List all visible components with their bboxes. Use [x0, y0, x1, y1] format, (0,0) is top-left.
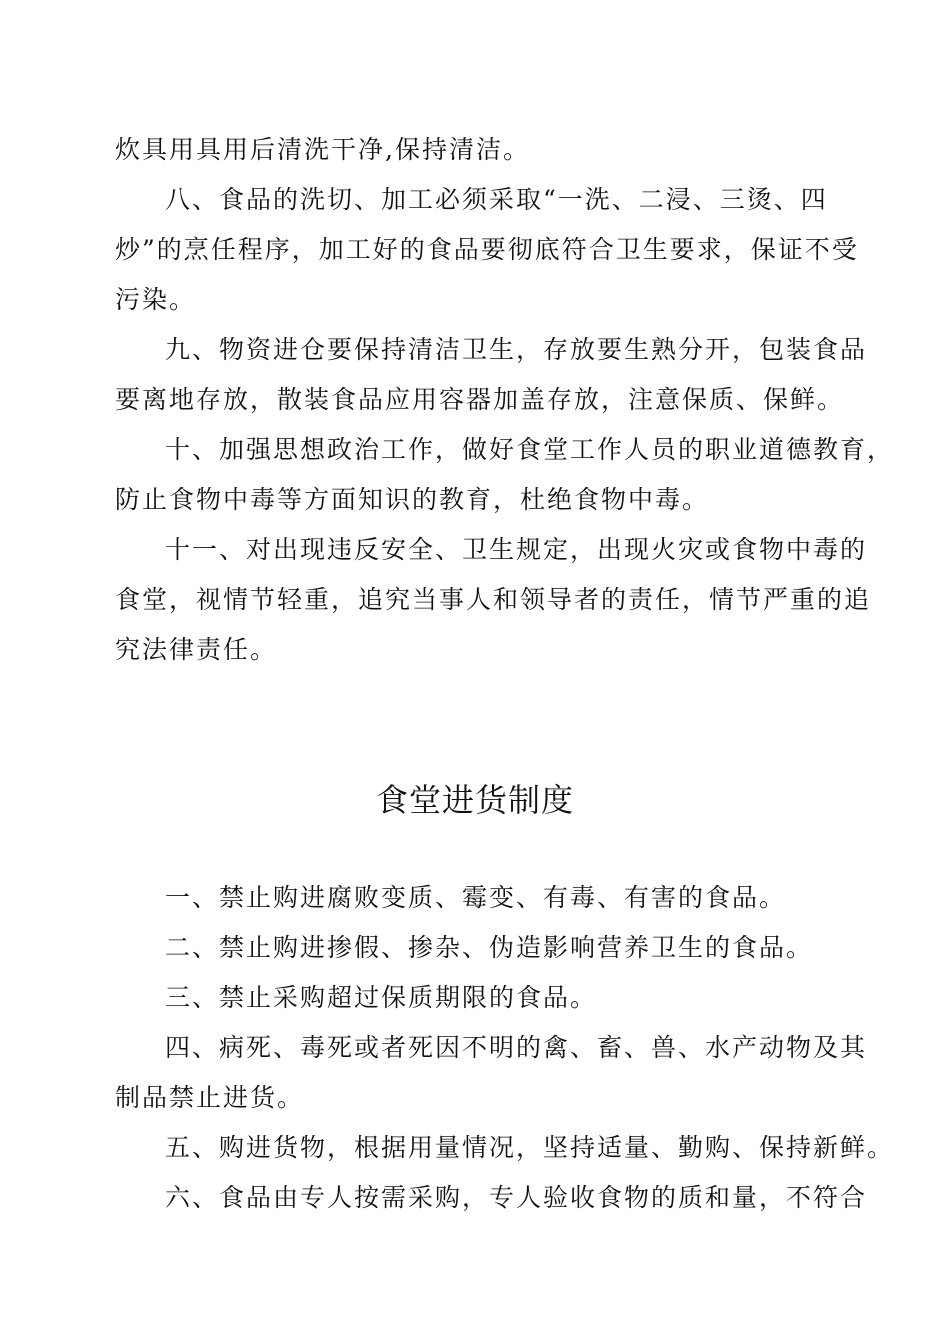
- rule-line: 五、购进货物，根据用量情况，坚持适量、勤购、保持新鲜。: [165, 1133, 895, 1162]
- paragraph-line: 污染。: [115, 285, 197, 314]
- rule-line: 一、禁止购进腐败变质、霉变、有毒、有害的食品。: [165, 883, 787, 912]
- paragraph-line: 十一、对出现违反安全、卫生规定，出现火灾或食物中毒的: [165, 535, 868, 564]
- paragraph-line: 九、物资进仓要保持清洁卫生，存放要生熟分开，包装食品: [165, 335, 868, 364]
- paragraph-line: 食堂，视情节轻重，追究当事人和领导者的责任，情节严重的追: [115, 585, 872, 614]
- paragraph-line: 要离地存放，散装食品应用容器加盖存放，注意保质、保鲜。: [115, 385, 845, 414]
- paragraph-line: 炊具用具用后清洗干净,保持清洁。: [115, 135, 530, 164]
- paragraph-line: 防止食物中毒等方面知识的教育，杜绝食物中毒。: [115, 485, 710, 514]
- paragraph-line: 炒”的烹任程序，加工好的食品要彻底符合卫生要求，保证不受: [115, 235, 859, 264]
- rule-line: 制品禁止进货。: [115, 1083, 305, 1112]
- rule-line: 三、禁止采购超过保质期限的食品。: [165, 983, 598, 1012]
- paragraph-line: 究法律责任。: [115, 635, 278, 664]
- paragraph-line: 八、食品的洗切、加工必须采取“一洗、二浸、三烫、四: [165, 185, 828, 214]
- rule-line: 四、病死、毒死或者死因不明的禽、畜、兽、水产动物及其: [165, 1033, 868, 1062]
- rule-line: 六、食品由专人按需采购，专人验收食物的质和量，不符合: [165, 1183, 868, 1212]
- rule-line: 二、禁止购进掺假、掺杂、伪造影响营养卫生的食品。: [165, 933, 814, 962]
- section-title: 食堂进货制度: [375, 781, 574, 819]
- paragraph-line: 十、加强思想政治工作，做好食堂工作人员的职业道德教育，: [165, 435, 895, 464]
